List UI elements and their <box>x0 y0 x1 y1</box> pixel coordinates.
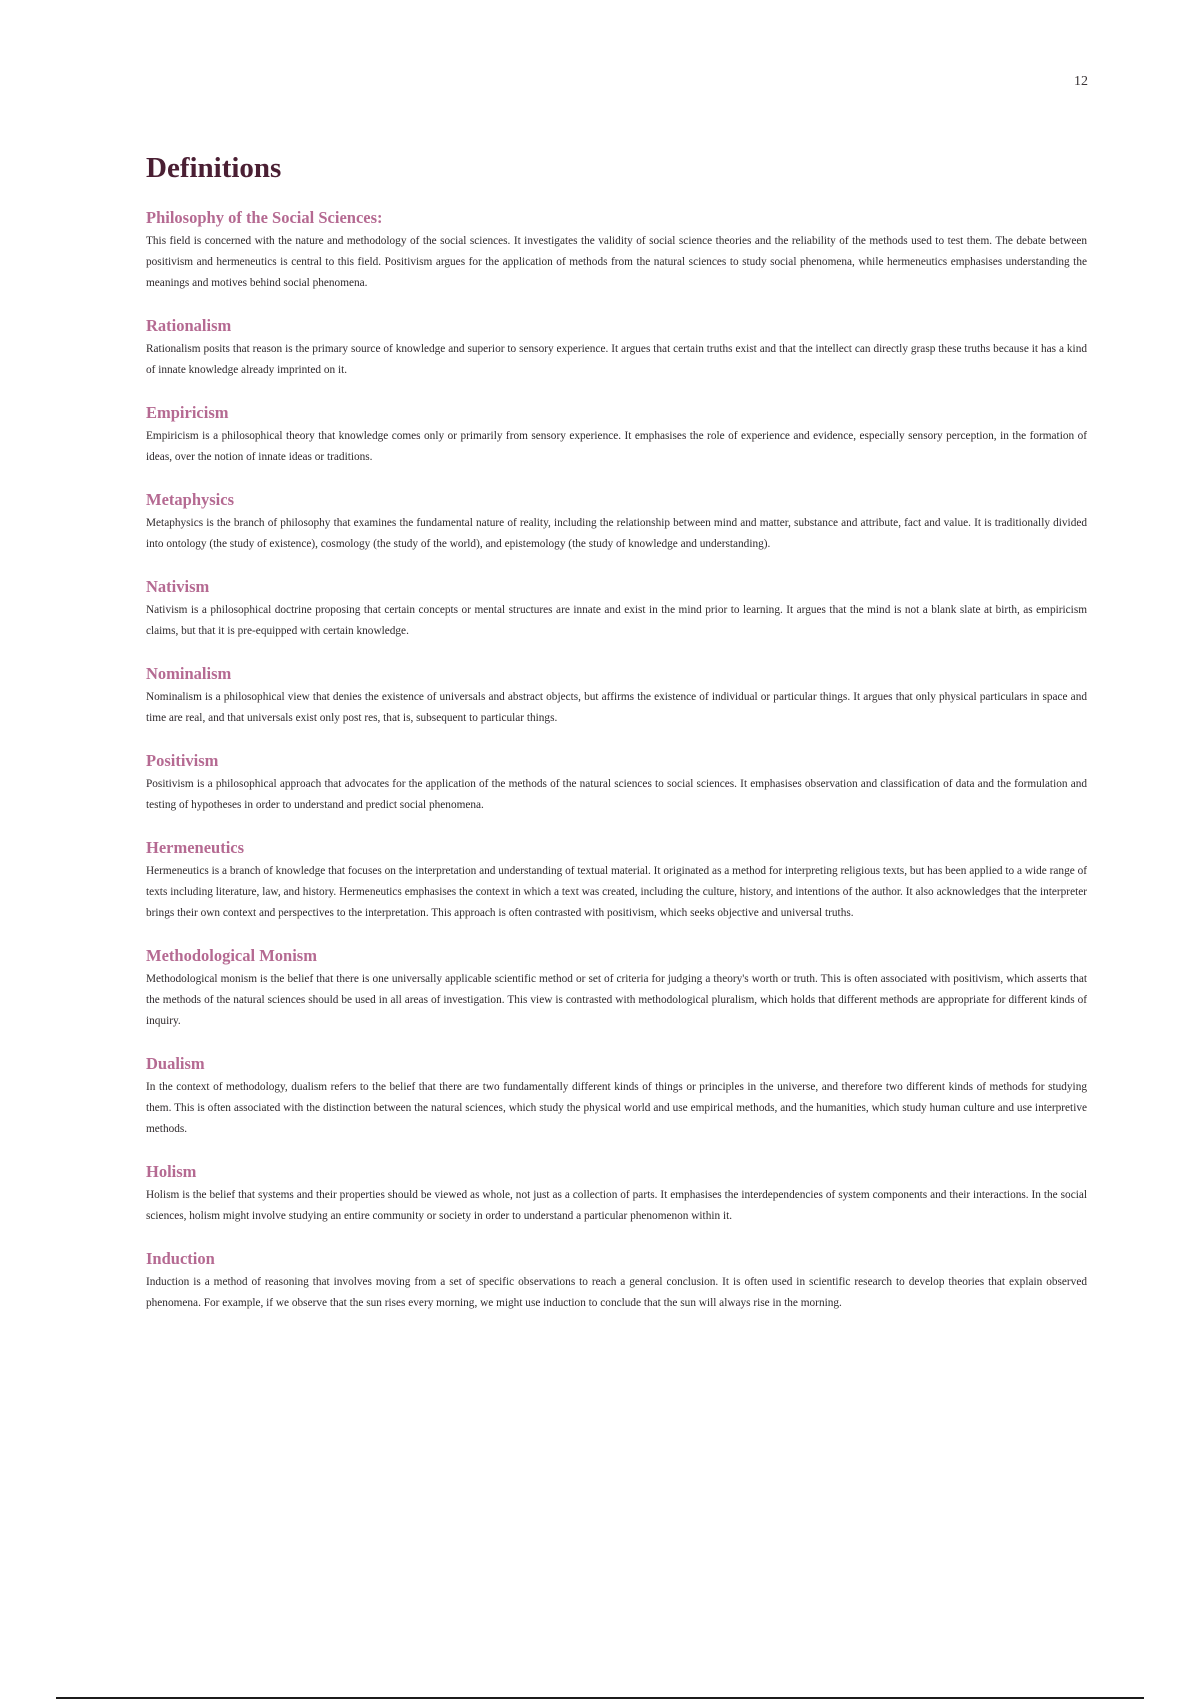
definition-entry-philosophy-of-the-social-sciences <box>146 206 1087 294</box>
definition-text: Nominalism is a philosophical view that denies the existence of universals and abstract objects, but affirms the existence of individual or particular things. It argues that only physical particulars in space and time are real, and that universals exist only post res, that is, subsequent to particular things. <box>146 691 1087 724</box>
definition-text: Positivism is a philosophical approach that advocates for the application of the methods of the natural sciences to social sciences. It emphasises observation and classification of data and the formulation and testing of hypotheses in order to understand and predict social phenomena. <box>146 778 1087 811</box>
definition-entry-metaphysics <box>146 488 1087 555</box>
definition-term: Metaphysics <box>146 490 234 509</box>
definition-term: Holism <box>146 1162 197 1181</box>
bottom-rule <box>56 1697 1144 1699</box>
definition-entry-nativism <box>146 575 1087 642</box>
definition-term: Empiricism <box>146 403 229 422</box>
definition-text: In the context of methodology, dualism refers to the belief that there are two fundamentally different kinds of things or principles in the universe, and therefore two different kinds of methods for studying them. This is often associated with the distinction between the natural sciences, which study the physical world and use empirical methods, and the humanities, which study human culture and use interpretive methods. <box>146 1081 1087 1135</box>
page-title: Definitions <box>146 152 282 184</box>
definition-entry-nominalism <box>146 662 1087 729</box>
definition-text: This field is concerned with the nature and methodology of the social sciences. It investigates the validity of social science theories and the reliability of the methods used to test them. The debate between positivism and hermeneutics is central to this field. Positivism argues for the application of methods from the natural sciences to study social phenomena, while hermeneutics emphasises understanding the meanings and motives behind social phenomena. <box>146 235 1087 289</box>
definition-term: Positivism <box>146 751 219 770</box>
definition-entry-rationalism <box>146 314 1087 381</box>
definition-entry-holism <box>146 1160 1087 1227</box>
definition-text: Empiricism is a philosophical theory that knowledge comes only or primarily from sensory experience. It emphasises the role of experience and evidence, especially sensory perception, in the formation of ideas, over the notion of innate ideas or traditions. <box>146 430 1087 463</box>
definition-text: Holism is the belief that systems and their properties should be viewed as whole, not just as a collection of parts. It emphasises the interdependencies of system components and their interactions. In the social sciences, holism might involve studying an entire community or society in order to understand a particular phenomenon within it. <box>146 1189 1087 1222</box>
definition-text: Hermeneutics is a branch of knowledge that focuses on the interpretation and understanding of textual material. It originated as a method for interpreting religious texts, but has been applied to a wide range of texts including literature, law, and history. Hermeneutics emphasises the context in which a text was created, including the culture, history, and intentions of the author. It also acknowledges that the interpreter brings their own context and perspectives to the interpretation. This approach is often contrasted with positivism, which seeks objective and universal truths. <box>146 865 1087 919</box>
definition-entry-dualism <box>146 1052 1087 1140</box>
definition-term: Nominalism <box>146 664 232 683</box>
definition-term: Dualism <box>146 1054 205 1073</box>
definition-entry-positivism <box>146 749 1087 816</box>
definition-text: Induction is a method of reasoning that involves moving from a set of specific observations to reach a general conclusion. It is often used in scientific research to develop theories that explain observed phenomena. For example, if we observe that the sun rises every morning, we might use induction to conclude that the sun will always rise in the morning. <box>146 1276 1087 1309</box>
definition-text: Nativism is a philosophical doctrine proposing that certain concepts or mental structures are innate and exist in the mind prior to learning. It argues that the mind is not a blank slate at birth, as empiricism claims, but that it is pre-equipped with certain knowledge. <box>146 604 1087 637</box>
definition-entry-hermeneutics <box>146 836 1087 924</box>
definition-text: Rationalism posits that reason is the primary source of knowledge and superior to sensory experience. It argues that certain truths exist and that the intellect can directly grasp these truths because it has a kind of innate knowledge already imprinted on it. <box>146 343 1087 376</box>
definition-term: Rationalism <box>146 316 232 335</box>
definition-term: Nativism <box>146 577 210 596</box>
definition-term: Methodological Monism <box>146 946 317 965</box>
definition-term: Philosophy of the Social Sciences: <box>146 208 383 227</box>
definition-term: Induction <box>146 1249 215 1268</box>
definition-term: Hermeneutics <box>146 838 245 857</box>
definition-text: Metaphysics is the branch of philosophy that examines the fundamental nature of reality, including the relationship between mind and matter, substance and attribute, fact and value. It is traditionally divided into ontology (the study of existence), cosmology (the study of the world), and epistemology (the study of knowledge and understanding). <box>146 517 1087 550</box>
definition-text: Methodological monism is the belief that there is one universally applicable scientific method or set of criteria for judging a theory's worth or truth. This is often associated with positivism, which asserts that the methods of the natural sciences should be used in all areas of investigation. This view is contrasted with methodological pluralism, which holds that different methods are appropriate for different kinds of inquiry. <box>146 973 1087 1027</box>
page-number: 12 <box>1074 74 1088 89</box>
definitions-document <box>146 150 1087 1334</box>
definition-entry-methodological-monism <box>146 944 1087 1032</box>
definition-entry-induction <box>146 1247 1087 1314</box>
definition-entry-empiricism <box>146 401 1087 468</box>
